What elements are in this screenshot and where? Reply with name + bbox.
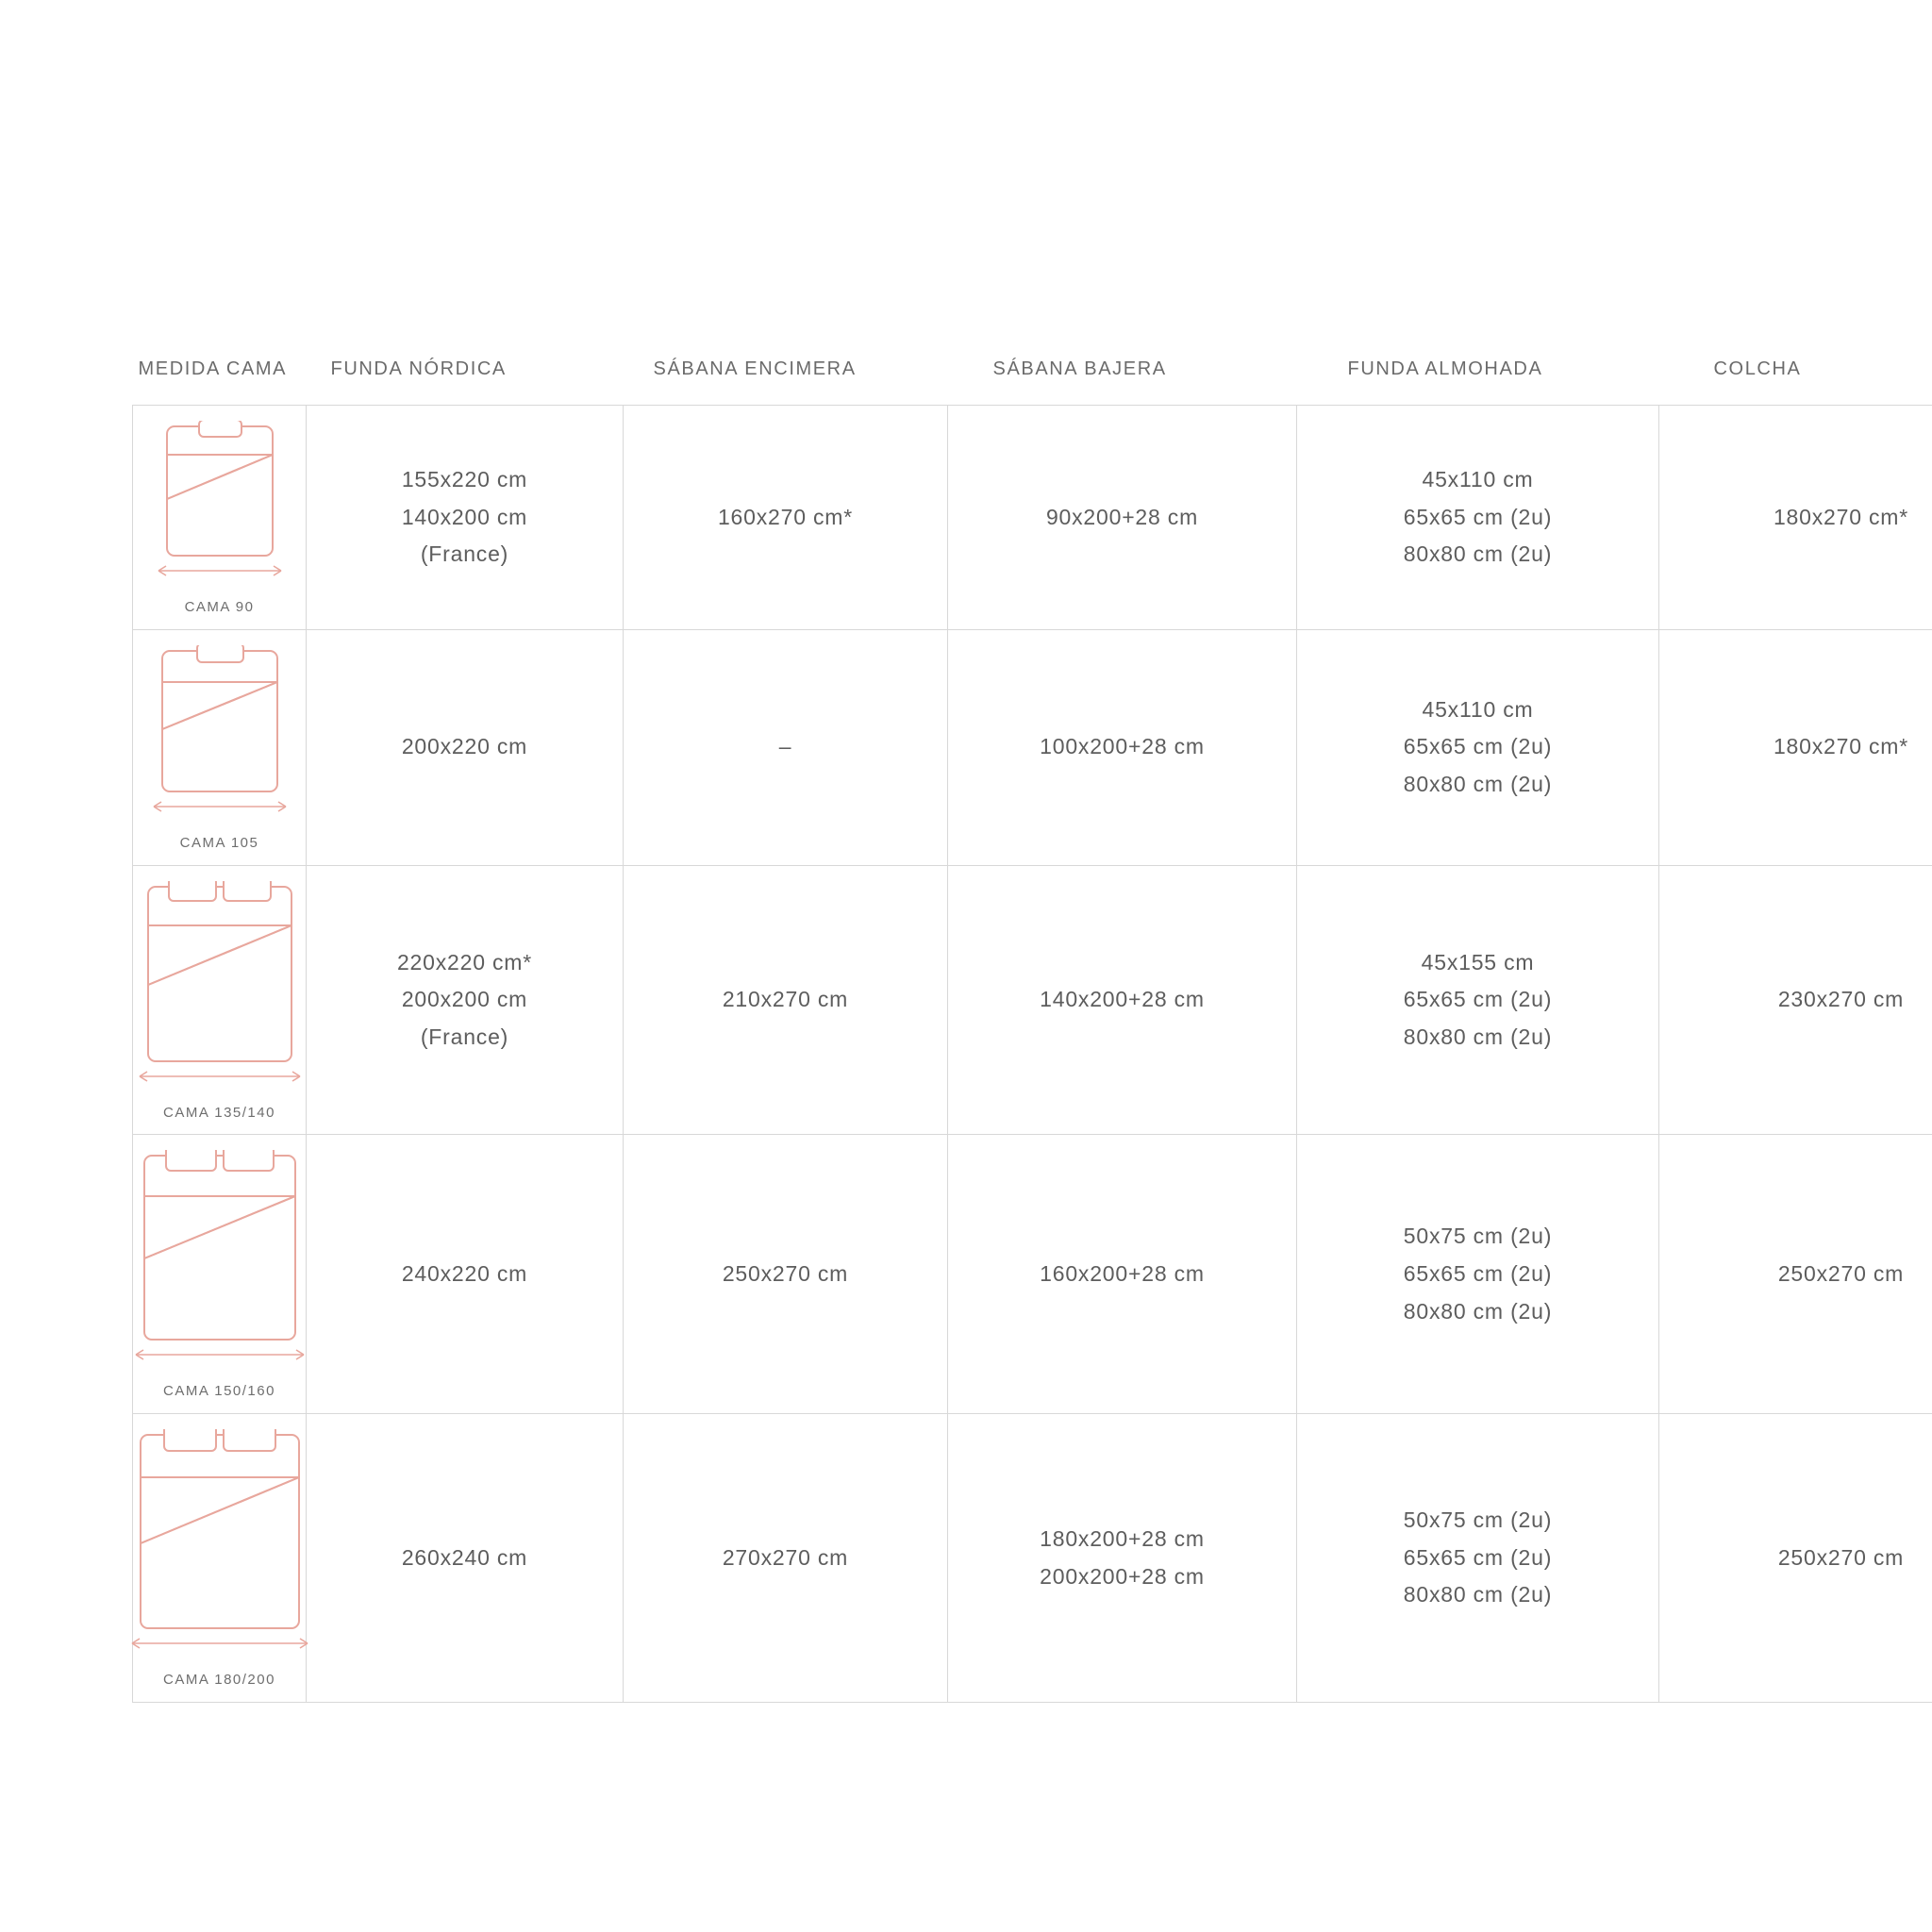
pillowcase-line: 45x110 cm [1422, 467, 1534, 492]
duvet-cover-cell [307, 1135, 624, 1414]
bedspread-line: 230x270 cm [1777, 987, 1905, 1012]
bed-size-cell [133, 865, 307, 1135]
table-body [133, 406, 1932, 1703]
table-row [133, 1135, 1932, 1414]
bed-size-cell [133, 1414, 307, 1703]
fitted_sheet-line: 200x200+28 cm [1040, 1563, 1205, 1589]
bed-size-label: CAMA 135/140 [163, 1104, 275, 1121]
table-header-row [133, 358, 1932, 406]
bedspread-cell [1659, 1414, 1932, 1703]
duvet-line: 140x200 cm [401, 504, 528, 529]
table-row [133, 629, 1932, 865]
pillowcase-line: 65x65 cm (2u) [1403, 1261, 1553, 1287]
bed-icon [128, 1150, 311, 1375]
bed-diagram [139, 1429, 300, 1692]
pillowcase-cell [1297, 406, 1659, 630]
bedspread-line: 180x270 cm* [1773, 504, 1909, 529]
fitted_sheet-line: 100x200+28 cm [1040, 734, 1205, 759]
fitted-sheet-cell [948, 865, 1297, 1135]
pillowcase-cell [1297, 1414, 1659, 1703]
pillowcase-cell [1297, 629, 1659, 865]
top_sheet-line: 160x270 cm* [717, 504, 854, 529]
top_sheet-line: – [778, 734, 792, 759]
bed-diagram [139, 645, 300, 856]
duvet-cover-cell [307, 406, 624, 630]
pillowcase-cell [1297, 865, 1659, 1135]
bed-size-cell [133, 1135, 307, 1414]
table-header [133, 358, 1932, 406]
duvet-line: (France) [420, 541, 509, 567]
pillowcase-line: 80x80 cm (2u) [1403, 541, 1553, 567]
bedspread-cell [1659, 865, 1932, 1135]
bedspread-cell [1659, 406, 1932, 630]
fitted-sheet-cell [948, 629, 1297, 865]
duvet-line: (France) [420, 1024, 509, 1049]
duvet-line: 200x220 cm [401, 734, 528, 759]
table-row [133, 865, 1932, 1135]
duvet-cover-cell [307, 629, 624, 865]
bedspread-cell [1659, 1135, 1932, 1414]
top_sheet-line: 270x270 cm [722, 1544, 849, 1570]
top-sheet-cell [624, 406, 948, 630]
bedspread-line: 180x270 cm* [1773, 734, 1909, 759]
pillowcase-line: 80x80 cm (2u) [1403, 1582, 1553, 1607]
column-header-sabana-bajera: SÁBANA BAJERA [992, 358, 1167, 379]
top-sheet-cell [624, 629, 948, 865]
table-row [133, 406, 1932, 630]
pillowcase-line: 45x110 cm [1422, 696, 1534, 722]
bedspread-line: 250x270 cm [1777, 1544, 1905, 1570]
bed-size-cell [133, 406, 307, 630]
bed-icon [151, 421, 289, 591]
fitted-sheet-cell [948, 406, 1297, 630]
column-header-funda-nordica: FUNDA NÓRDICA [330, 358, 507, 379]
pillowcase-line: 65x65 cm (2u) [1403, 1544, 1553, 1570]
fitted_sheet-line: 140x200+28 cm [1040, 987, 1205, 1012]
fitted_sheet-line: 90x200+28 cm [1045, 504, 1199, 529]
bed-size-label: CAMA 150/160 [163, 1383, 275, 1400]
fitted_sheet-line: 180x200+28 cm [1040, 1526, 1205, 1552]
duvet-cover-cell [307, 1414, 624, 1703]
pillowcase-line: 45x155 cm [1421, 949, 1535, 974]
column-header-sabana-encimera: SÁBANA ENCIMERA [653, 358, 857, 379]
bed-diagram [139, 881, 300, 1125]
pillowcase-line: 80x80 cm (2u) [1403, 1024, 1553, 1049]
duvet-line: 155x220 cm [401, 467, 528, 492]
top-sheet-cell [624, 865, 948, 1135]
bed-size-cell [133, 629, 307, 865]
top-sheet-cell [624, 1135, 948, 1414]
duvet-line: 260x240 cm [401, 1544, 528, 1570]
bed-icon [132, 881, 308, 1097]
size-guide-sheet [132, 358, 1909, 1703]
bedspread-cell [1659, 629, 1932, 865]
top-sheet-cell [624, 1414, 948, 1703]
pillowcase-line: 80x80 cm (2u) [1403, 1298, 1553, 1324]
pillowcase-line: 65x65 cm (2u) [1403, 734, 1553, 759]
bed-size-table [132, 358, 1932, 1703]
column-header-colcha: COLCHA [1713, 358, 1802, 379]
pillowcase-line: 80x80 cm (2u) [1403, 771, 1553, 796]
pillowcase-line: 50x75 cm (2u) [1403, 1224, 1553, 1249]
bed-icon [146, 645, 293, 827]
top_sheet-line: 250x270 cm [722, 1261, 849, 1287]
top_sheet-line: 210x270 cm [722, 987, 849, 1012]
bed-diagram [139, 421, 300, 620]
duvet-cover-cell [307, 865, 624, 1135]
table-row [133, 1414, 1932, 1703]
bed-size-label: CAMA 105 [179, 834, 259, 851]
column-header-medida-cama: MEDIDA CAMA [138, 358, 288, 379]
duvet-line: 240x220 cm [401, 1261, 528, 1287]
duvet-line: 220x220 cm* [396, 949, 533, 974]
bed-icon [125, 1429, 315, 1664]
pillowcase-line: 50x75 cm (2u) [1403, 1507, 1553, 1533]
fitted_sheet-line: 160x200+28 cm [1040, 1261, 1205, 1287]
pillowcase-line: 65x65 cm (2u) [1403, 504, 1553, 529]
column-header-funda-almohada: FUNDA ALMOHADA [1347, 358, 1543, 379]
bed-size-label: CAMA 180/200 [163, 1672, 275, 1689]
pillowcase-line: 65x65 cm (2u) [1403, 987, 1553, 1012]
duvet-line: 200x200 cm [401, 987, 528, 1012]
fitted-sheet-cell [948, 1135, 1297, 1414]
fitted-sheet-cell [948, 1414, 1297, 1703]
bed-diagram [139, 1150, 300, 1404]
bedspread-line: 250x270 cm [1777, 1261, 1905, 1287]
bed-size-label: CAMA 90 [184, 599, 255, 615]
pillowcase-cell [1297, 1135, 1659, 1414]
